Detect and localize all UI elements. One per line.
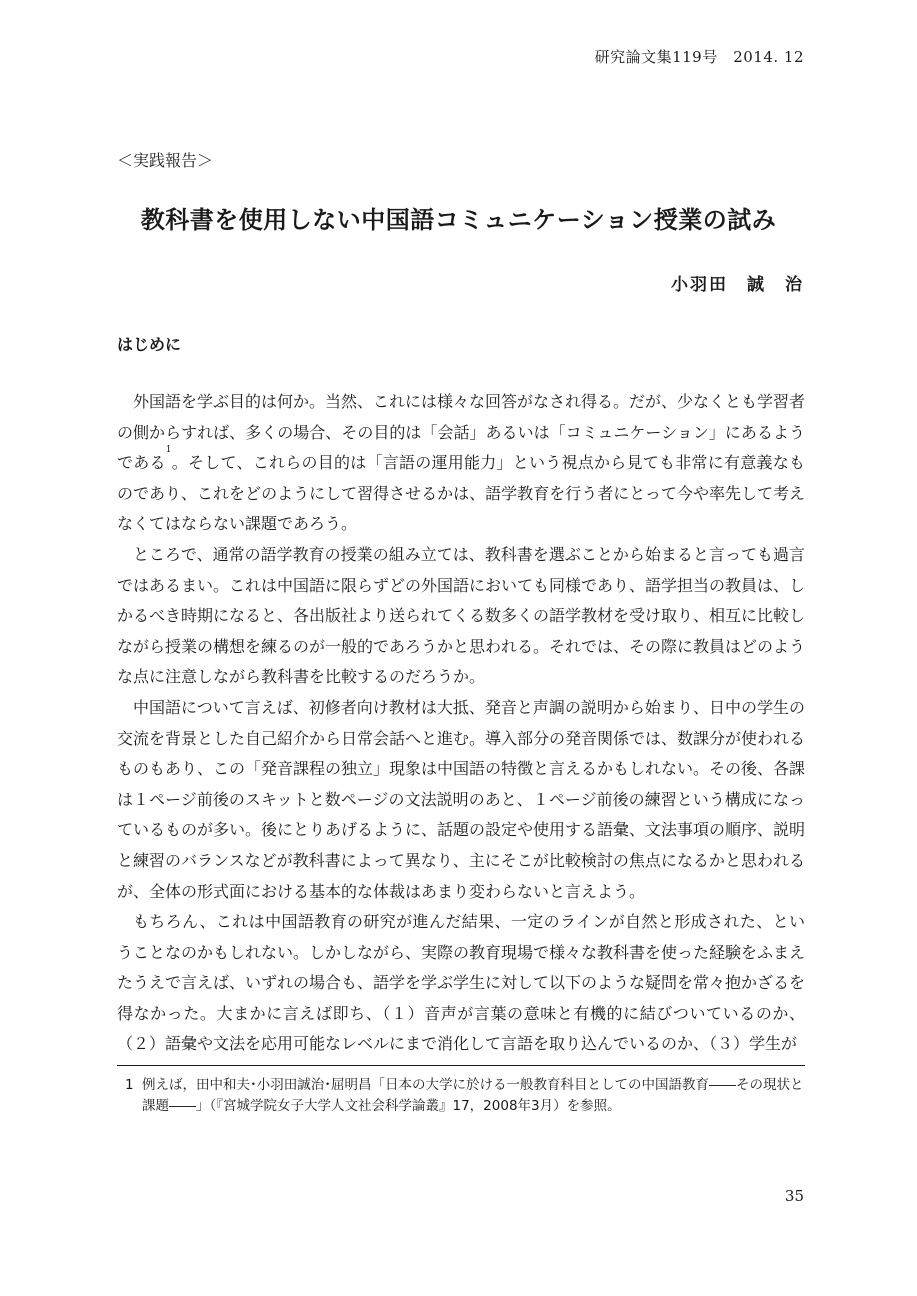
paragraph-1-text-a: 外国語を学ぶ目的は何か。当然、これには様々な回答がなされ得る。だが、少なくとも学習者の側からすれば、多くの場合、その目的は「会話」あるいは「コミュニケーション」にあるようである [117,392,806,473]
body-text [117,387,805,1060]
footnote-divider [117,1065,805,1066]
article-title: 教科書を使用しない中国語コミュニケーション授業の試み [140,206,777,234]
paragraph-4: もちろん、これは中国語教育の研究が進んだ結果、一定のラインが自然と形成された、ということなのかもしれない。しかしながら、実際の教育現場で様々な教科書を使った経験をふまえたうえで言えば、いずれの場合も、語学を学ぶ学生に対して以下のような疑問を常々抱かざるを得なかった。大まかに言えば即ち、（１）音声が言葉の意味と有機的に結びついているのか、（２）語彙や文法を応用可能なレベルにまで消化して言語を取り込んでいるのか、（３）学生が [117,912,806,1054]
page-number: 35 [784,1187,804,1205]
footnote-ref: 1 [165,445,172,456]
footnote [117,1075,805,1117]
paragraph-2: ところで、通常の語学教育の授業の組み立ては、教科書を選ぶことから始まると言っても過言ではあるまい。これは中国語に限らずどの外国語においても同様であり、語学担当の教員は、しかるべき時期になると、各出版社より送られてくる数多くの語学教材を受け取り、相互に比較しながら授業の構想を練るのが一般的であろうかと思われる。それでは、その際に教員はどのような点に注意しながら教科書を比較するのだろうか。 [117,544,806,687]
paragraph-3: 中国語について言えば、初修者向け教材は大抵、発音と声調の説明から始まり、日中の学生の交流を背景とした自己紹介から日常会話へと進む。導入部分の発音関係では、数課分が使われるものもあり、この「発音課程の独立」現象は中国語の特徴と言えるかもしれない。その後、各課は１ページ前後のスキットと数ページの文法説明のあと、１ページ前後の練習という構成になっているものが多い。後にとりあげるように、話題の設定や使用する語彙、文法事項の順序、説明と練習のバランスなどが教科書によって異なり、主にそこが比較検討の焦点になるかと思われるが、全体の形式面における基本的な体裁はあまり変わらないと言えよう。 [117,697,806,901]
author-name: 小羽田 誠 治 [671,275,804,295]
footnote-text: 例えば，田中和夫･小羽田誠治･屈明昌「日本の大学に於ける一般教育科目としての中国語教育――その現状と課題――」（『宮城学院女子大学人文社会科学論叢』17，2008年3月）を参照。 [142,1077,804,1114]
section-heading: はじめに [117,335,182,354]
paragraph-1 [117,387,805,540]
paragraph-1-text-b: 。そして、これらの目的は「言語の運用能力」という視点から見ても非常に有意義なものであり、これをどのようにして習得させるかは、語学教育を行う者にとって今や率先して考えなくてはならない課題であろう。 [117,453,805,534]
footnote-number: 1 [125,1077,134,1093]
report-label: ＜実践報告＞ [117,151,214,170]
journal-header: 研究論文集119号 2014. 12 [594,48,804,66]
